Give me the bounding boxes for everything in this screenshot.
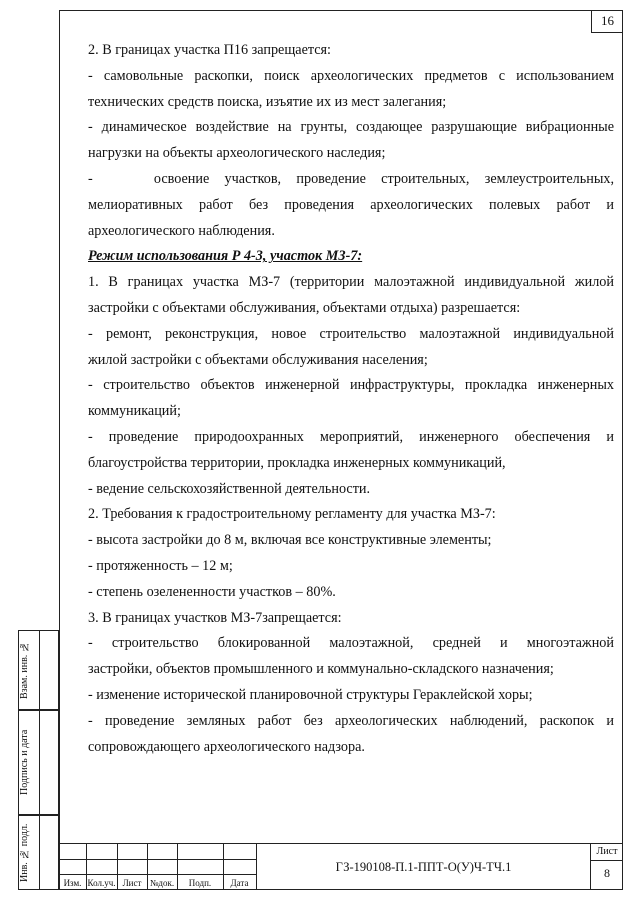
sidebar-inv-label: Инв. № подл. xyxy=(19,823,30,882)
paragraph-line: застройки с объектами обслуживания, объектами отдыха) разрешается: xyxy=(88,299,521,316)
paragraph-line: нагрузки на объекты археологического наследия; xyxy=(88,145,386,162)
paragraph-line: - самовольные раскопки, поиск археологических предметов с использованием xyxy=(88,67,614,84)
paragraph: 2. Требования к градостроительному регламенту для участка МЗ-7: xyxy=(88,506,496,523)
sidebar-inv xyxy=(18,815,59,890)
paragraph-line: застройки, объектов промышленного и коммунально-складского назначения; xyxy=(88,661,554,678)
paragraph: - изменение исторической планировочной структуры Гераклейской хоры; xyxy=(88,686,533,703)
paragraph-line: - проведение земляных работ без археологических наблюдений, раскопок и xyxy=(88,712,614,729)
paragraph-line: археологического наблюдения. xyxy=(88,222,275,239)
paragraph-line: технических средств поиска, изъятие их из мест залегания; xyxy=(88,93,447,110)
paragraph-line: жилой застройки с объектами обслуживания населения; xyxy=(88,351,428,368)
paragraph: 3. В границах участков МЗ-7запрещается: xyxy=(88,609,342,626)
paragraph-line: мелиоративных работ без проведения археологических полевых работ и xyxy=(88,196,614,213)
paragraph-line: 1. В границах участка МЗ-7 (территории малоэтажной индивидуальной жилой xyxy=(88,274,614,291)
sheet-label: Лист xyxy=(596,846,618,857)
stamp-col-podp: Подп. xyxy=(188,878,212,888)
paragraph-line: - проведение природоохранных мероприятий, инженерного обеспечения и xyxy=(88,428,614,445)
paragraph-line: - ремонт, реконструкция, новое строительство малоэтажной индивидуальной xyxy=(88,325,614,342)
sidebar-vzam-label: Взам. инв. № xyxy=(19,641,30,699)
paragraph-line: сопровождающего археологического надзора. xyxy=(88,738,365,755)
stamp-col-data: Дата xyxy=(230,878,249,888)
paragraph: - высота застройки до 8 м, включая все конструктивные элементы; xyxy=(88,532,492,549)
paragraph-line: - освоение участков, проведение строительных, землеустроительных, xyxy=(88,170,614,187)
document-code: ГЗ-190108-П.1-ППТ-О(У)Ч-ТЧ.1 xyxy=(335,860,512,874)
stamp-col-list: Лист xyxy=(122,878,142,888)
document-body xyxy=(88,38,614,760)
paragraph-line: коммуникаций; xyxy=(88,403,181,420)
paragraph: 2. В границах участка П16 запрещается: xyxy=(88,42,332,58)
paragraph: - протяженность – 12 м; xyxy=(88,557,233,574)
paragraph: - ведение сельскохозяйственной деятельности. xyxy=(88,480,371,497)
paragraph-line: - строительство блокированной малоэтажной, средней и многоэтажной xyxy=(88,635,614,652)
stamp-col-kolich: Кол.уч. xyxy=(87,878,116,888)
page-number: 16 xyxy=(591,10,623,33)
paragraph-line: - строительство объектов инженерной инфраструктуры, прокладка инженерных xyxy=(88,377,614,394)
paragraph-line: благоустройства территории, прокладка инженерных коммуникаций, xyxy=(88,454,506,471)
sheet-number: 8 xyxy=(604,866,610,880)
paragraph-line: - динамическое воздействие на грунты, создающее разрушающие вибрационные xyxy=(88,119,614,136)
section-heading: Режим использования Р 4-3, участок МЗ-7: xyxy=(88,248,363,265)
stamp-col-izm: Изм. xyxy=(63,878,82,888)
sidebar-vzam xyxy=(18,630,59,710)
stamp-col-ndok: №док. xyxy=(149,878,175,888)
sidebar-podpis-label: Подпись и дата xyxy=(19,729,30,796)
paragraph: - степень озелененности участков – 80%. xyxy=(88,583,336,600)
title-block xyxy=(59,843,623,890)
sidebar-podpis xyxy=(18,710,59,815)
